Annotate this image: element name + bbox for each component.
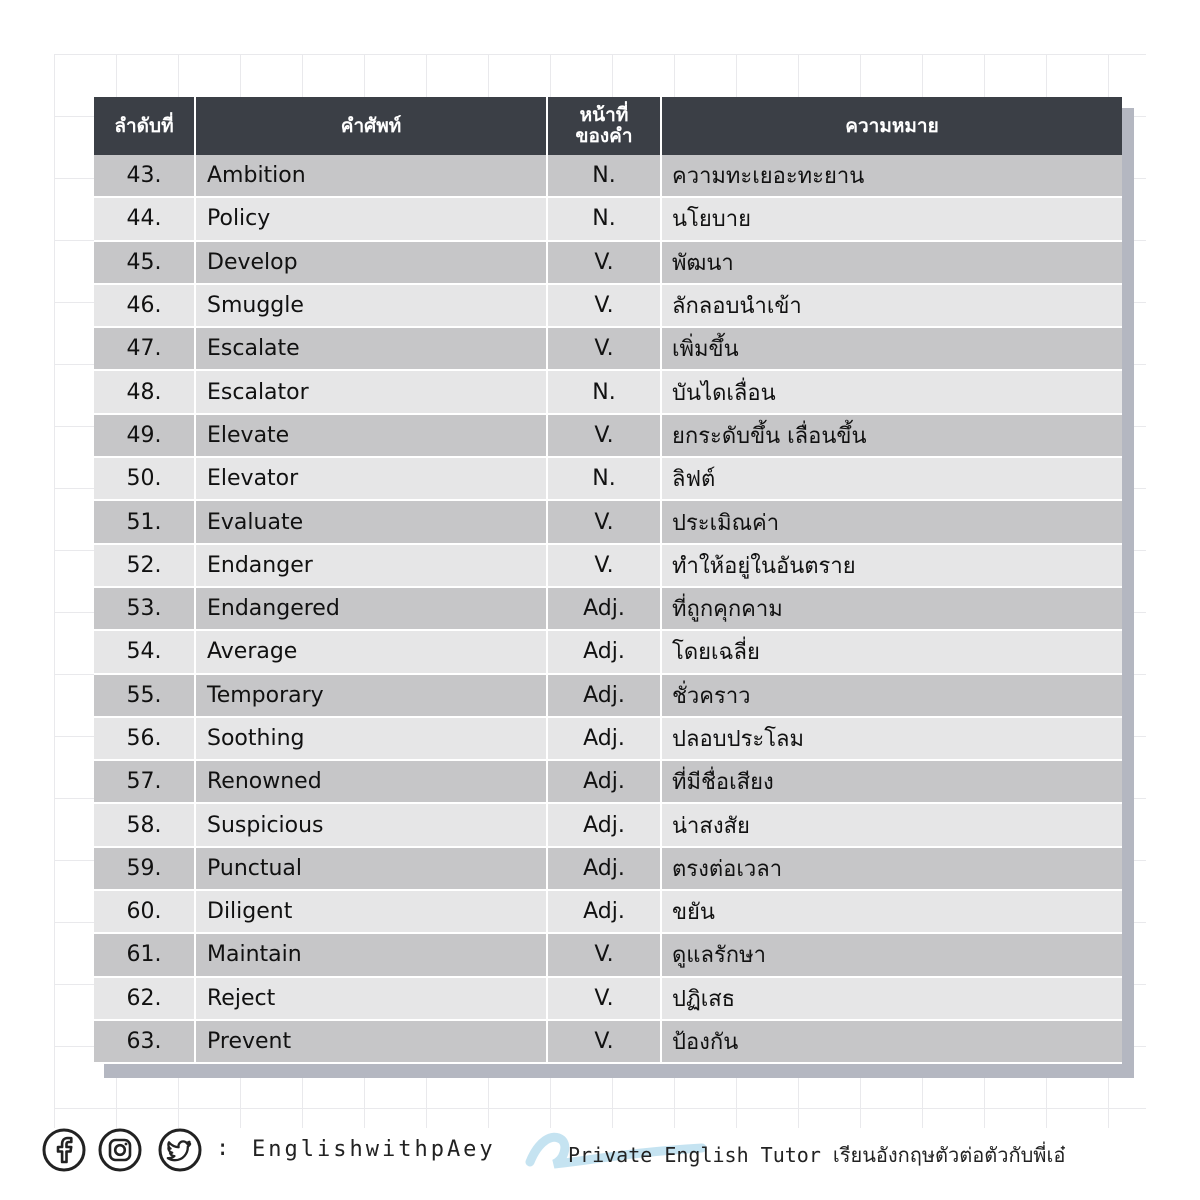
cell-word: Elevate (195, 414, 547, 457)
header-number: ลำดับที่ (94, 97, 195, 155)
table-row (94, 933, 1122, 976)
cell-word: Average (195, 630, 547, 673)
vocabulary-table-wrapper (94, 97, 1122, 1064)
cell-meaning: โดยเฉลี่ย (661, 630, 1122, 673)
cell-number: 48. (94, 370, 195, 413)
cell-word: Develop (195, 241, 547, 284)
cell-part-of-speech: Adj. (547, 630, 661, 673)
table-row (94, 674, 1122, 717)
footer-colon: : (216, 1136, 230, 1161)
header-word: คำศัพท์ (195, 97, 547, 155)
cell-word: Escalator (195, 370, 547, 413)
cell-word: Punctual (195, 847, 547, 890)
cell-part-of-speech: V. (547, 284, 661, 327)
cell-number: 46. (94, 284, 195, 327)
cell-word: Endanger (195, 544, 547, 587)
cell-part-of-speech: V. (547, 977, 661, 1020)
table-row (94, 241, 1122, 284)
cell-part-of-speech: V. (547, 933, 661, 976)
cell-word: Ambition (195, 155, 547, 197)
table-row (94, 155, 1122, 197)
footer (40, 1128, 1170, 1176)
cell-part-of-speech: V. (547, 1020, 661, 1063)
header-meaning: ความหมาย (661, 97, 1122, 155)
cell-number: 47. (94, 327, 195, 370)
cell-meaning: น่าสงสัย (661, 803, 1122, 846)
cell-part-of-speech: Adj. (547, 803, 661, 846)
cell-number: 43. (94, 155, 195, 197)
facebook-icon[interactable] (42, 1128, 86, 1172)
cell-meaning: พัฒนา (661, 241, 1122, 284)
cell-number: 55. (94, 674, 195, 717)
cell-part-of-speech: N. (547, 155, 661, 197)
cell-part-of-speech: Adj. (547, 674, 661, 717)
cell-word: Endangered (195, 587, 547, 630)
cell-part-of-speech: V. (547, 414, 661, 457)
cell-part-of-speech: Adj. (547, 847, 661, 890)
cell-meaning: ยกระดับขึ้น เลื่อนขึ้น (661, 414, 1122, 457)
cell-word: Maintain (195, 933, 547, 976)
cell-number: 61. (94, 933, 195, 976)
instagram-icon[interactable] (98, 1128, 142, 1172)
cell-number: 60. (94, 890, 195, 933)
cell-word: Renowned (195, 760, 547, 803)
table-row (94, 414, 1122, 457)
cell-word: Reject (195, 977, 547, 1020)
cell-word: Suspicious (195, 803, 547, 846)
margin-right (1146, 0, 1200, 1200)
table-row (94, 890, 1122, 933)
margin-left (0, 0, 54, 1200)
cell-number: 53. (94, 587, 195, 630)
cell-part-of-speech: Adj. (547, 587, 661, 630)
table-row (94, 500, 1122, 543)
table-row (94, 1020, 1122, 1063)
cell-meaning: ตรงต่อเวลา (661, 847, 1122, 890)
table-row (94, 197, 1122, 240)
cell-number: 44. (94, 197, 195, 240)
cell-meaning: เพิ่มขึ้น (661, 327, 1122, 370)
cell-part-of-speech: Adj. (547, 717, 661, 760)
cell-number: 49. (94, 414, 195, 457)
cell-number: 58. (94, 803, 195, 846)
cell-meaning: ชั่วคราว (661, 674, 1122, 717)
cell-word: Soothing (195, 717, 547, 760)
table-row (94, 457, 1122, 500)
margin-top (0, 0, 1200, 54)
table-row (94, 847, 1122, 890)
table-header-row (94, 97, 1122, 155)
table-row (94, 587, 1122, 630)
table-row (94, 370, 1122, 413)
twitter-icon[interactable] (158, 1128, 202, 1172)
table-row (94, 544, 1122, 587)
cell-part-of-speech: V. (547, 500, 661, 543)
cell-meaning: บันไดเลื่อน (661, 370, 1122, 413)
cell-number: 45. (94, 241, 195, 284)
cell-part-of-speech: Adj. (547, 890, 661, 933)
cell-meaning: ปลอบประโลม (661, 717, 1122, 760)
cell-part-of-speech: V. (547, 241, 661, 284)
cell-number: 57. (94, 760, 195, 803)
table-body (94, 155, 1122, 1063)
cell-word: Elevator (195, 457, 547, 500)
footer-handle[interactable]: EnglishwithpAey (252, 1137, 496, 1162)
cell-number: 52. (94, 544, 195, 587)
cell-part-of-speech: V. (547, 327, 661, 370)
cell-word: Prevent (195, 1020, 547, 1063)
header-part-of-speech (547, 97, 661, 155)
cell-meaning: ปฏิเสธ (661, 977, 1122, 1020)
cell-meaning: ที่ถูกคุกคาม (661, 587, 1122, 630)
cell-meaning: นโยบาย (661, 197, 1122, 240)
cell-number: 51. (94, 500, 195, 543)
table-row (94, 977, 1122, 1020)
cell-number: 56. (94, 717, 195, 760)
table-row (94, 803, 1122, 846)
table-row (94, 630, 1122, 673)
table-row (94, 760, 1122, 803)
cell-meaning: ความทะเยอะทะยาน (661, 155, 1122, 197)
cell-part-of-speech: N. (547, 457, 661, 500)
vocabulary-table (94, 97, 1122, 1064)
table-row (94, 327, 1122, 370)
cell-word: Smuggle (195, 284, 547, 327)
cell-part-of-speech: N. (547, 197, 661, 240)
cell-meaning: ลิฟต์ (661, 457, 1122, 500)
cell-word: Escalate (195, 327, 547, 370)
cell-meaning: ดูแลรักษา (661, 933, 1122, 976)
cell-meaning: ทำให้อยู่ในอันตราย (661, 544, 1122, 587)
cell-meaning: ป้องกัน (661, 1020, 1122, 1063)
cell-number: 59. (94, 847, 195, 890)
cell-meaning: ลักลอบนำเข้า (661, 284, 1122, 327)
header-pos-line2: ของคำ (575, 125, 633, 147)
cell-word: Diligent (195, 890, 547, 933)
table-row (94, 284, 1122, 327)
cell-word: Policy (195, 197, 547, 240)
table-row (94, 717, 1122, 760)
cell-number: 50. (94, 457, 195, 500)
cell-number: 62. (94, 977, 195, 1020)
cell-meaning: ที่มีชื่อเสียง (661, 760, 1122, 803)
cell-part-of-speech: V. (547, 544, 661, 587)
cell-meaning: ประเมิณค่า (661, 500, 1122, 543)
cell-number: 63. (94, 1020, 195, 1063)
header-pos-line1: หน้าที่ (579, 104, 629, 127)
cell-word: Evaluate (195, 500, 547, 543)
cell-part-of-speech: N. (547, 370, 661, 413)
cell-part-of-speech: Adj. (547, 760, 661, 803)
cell-word: Temporary (195, 674, 547, 717)
cell-meaning: ขยัน (661, 890, 1122, 933)
cell-number: 54. (94, 630, 195, 673)
footer-tagline: Private English Tutor เรียนอังกฤษตัวต่อตัวกับพี่เอ๋ (568, 1143, 1066, 1167)
